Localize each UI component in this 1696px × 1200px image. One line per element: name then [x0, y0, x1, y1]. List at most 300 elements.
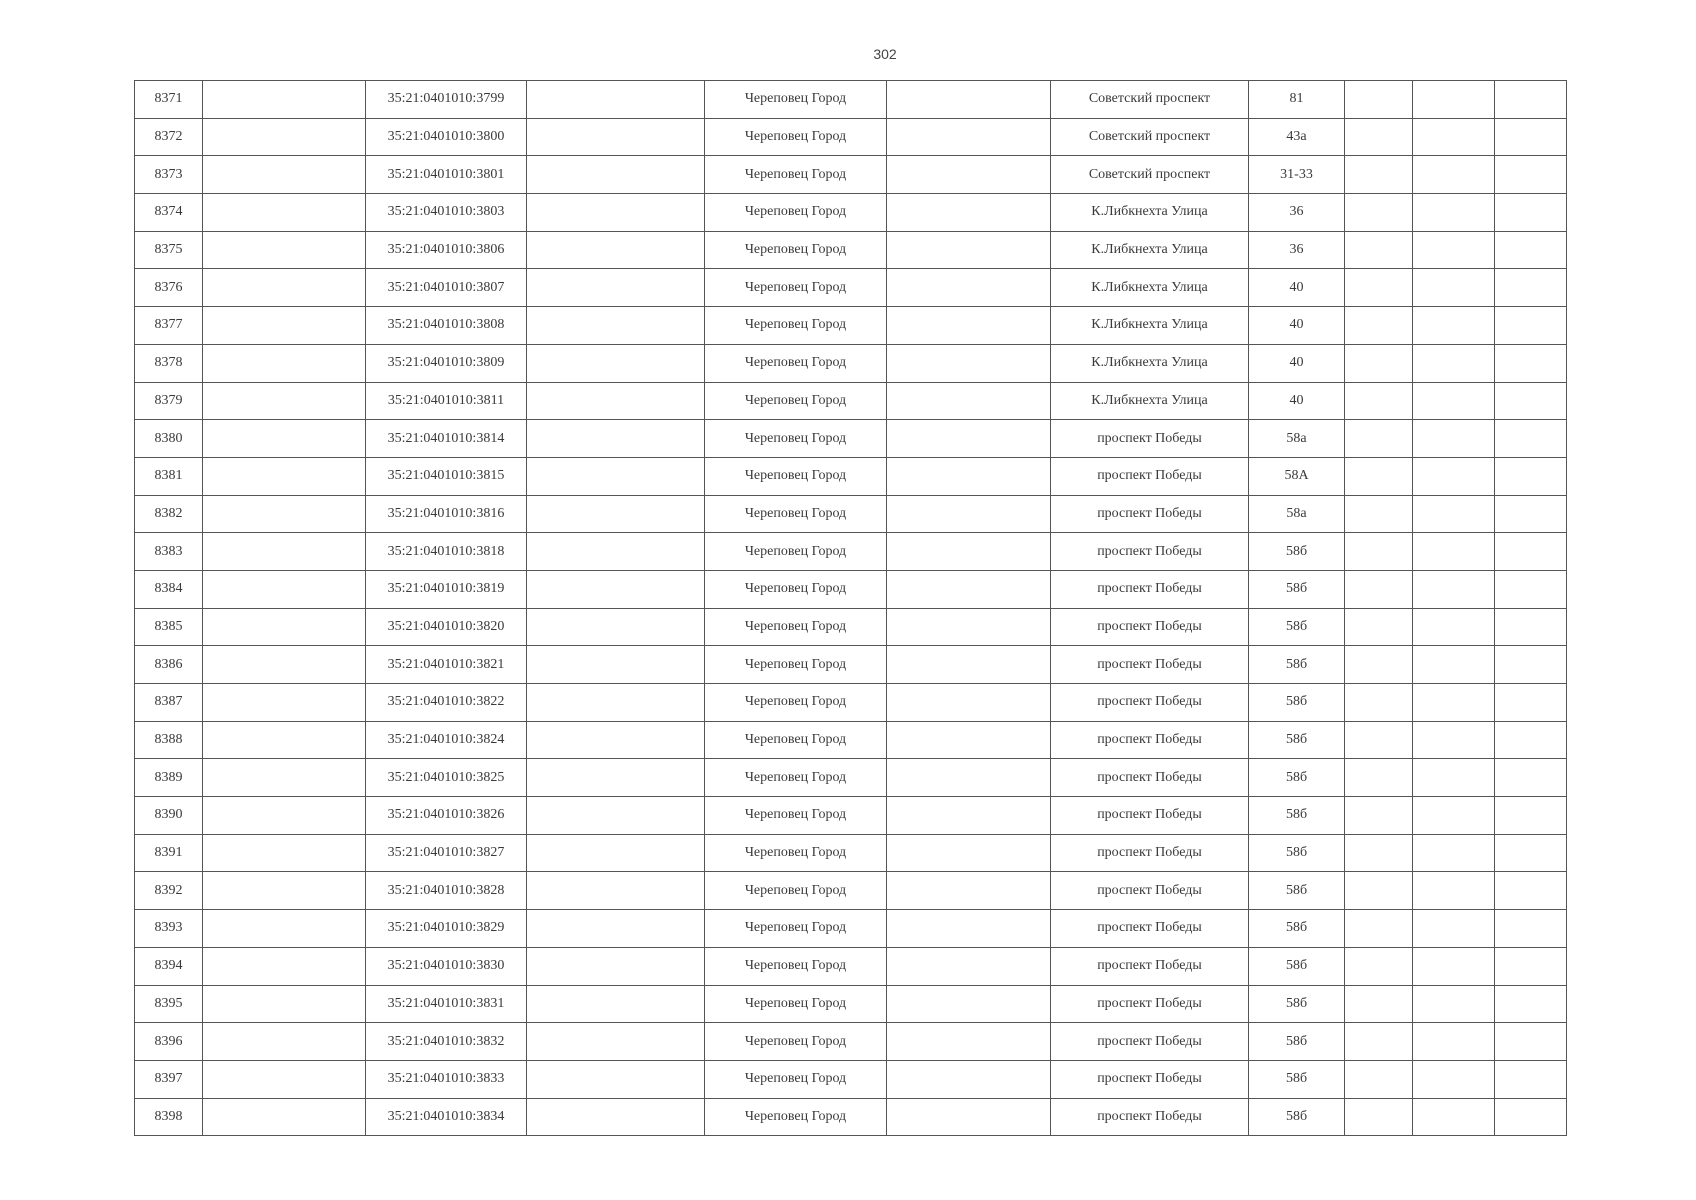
cell-empty-6	[1495, 985, 1567, 1023]
cell-house-number: 58б	[1249, 985, 1345, 1023]
cell-empty-1	[203, 570, 366, 608]
table-row	[135, 269, 1567, 307]
table-row	[135, 910, 1567, 948]
table-row	[135, 985, 1567, 1023]
cell-empty-1	[203, 307, 366, 345]
cell-cadastral-number: 35:21:0401010:3820	[366, 608, 527, 646]
cell-house-number: 40	[1249, 344, 1345, 382]
cell-empty-3	[887, 344, 1051, 382]
cell-empty-3	[887, 1023, 1051, 1061]
cell-empty-2	[527, 759, 705, 797]
cell-row-number: 8392	[135, 872, 203, 910]
cell-city: Череповец Город	[705, 118, 887, 156]
cell-empty-1	[203, 646, 366, 684]
cell-row-number: 8379	[135, 382, 203, 420]
table-row	[135, 1060, 1567, 1098]
table-row	[135, 872, 1567, 910]
cell-cadastral-number: 35:21:0401010:3827	[366, 834, 527, 872]
cell-empty-3	[887, 420, 1051, 458]
cell-empty-4	[1345, 420, 1413, 458]
table-row	[135, 533, 1567, 571]
table-row	[135, 646, 1567, 684]
cell-empty-3	[887, 1098, 1051, 1136]
cell-cadastral-number: 35:21:0401010:3833	[366, 1060, 527, 1098]
cell-row-number: 8372	[135, 118, 203, 156]
cell-cadastral-number: 35:21:0401010:3801	[366, 156, 527, 194]
cell-empty-4	[1345, 721, 1413, 759]
cell-house-number: 58б	[1249, 721, 1345, 759]
cell-empty-2	[527, 910, 705, 948]
cell-row-number: 8386	[135, 646, 203, 684]
cell-empty-4	[1345, 533, 1413, 571]
cell-empty-6	[1495, 721, 1567, 759]
cell-empty-2	[527, 156, 705, 194]
cell-empty-6	[1495, 118, 1567, 156]
cell-empty-1	[203, 533, 366, 571]
cell-street: проспект Победы	[1051, 1023, 1249, 1061]
cell-street: проспект Победы	[1051, 495, 1249, 533]
cell-empty-2	[527, 872, 705, 910]
cell-street: проспект Победы	[1051, 570, 1249, 608]
cell-empty-3	[887, 156, 1051, 194]
cell-empty-5	[1413, 608, 1495, 646]
cell-empty-5	[1413, 1098, 1495, 1136]
cell-house-number: 81	[1249, 81, 1345, 119]
cell-city: Череповец Город	[705, 420, 887, 458]
cell-house-number: 58б	[1249, 910, 1345, 948]
cell-empty-6	[1495, 684, 1567, 722]
cell-empty-5	[1413, 910, 1495, 948]
cell-empty-4	[1345, 156, 1413, 194]
cell-empty-5	[1413, 269, 1495, 307]
cell-house-number: 58б	[1249, 947, 1345, 985]
cell-street: проспект Победы	[1051, 797, 1249, 835]
cell-city: Череповец Город	[705, 570, 887, 608]
cell-empty-3	[887, 1060, 1051, 1098]
cell-street: проспект Победы	[1051, 646, 1249, 684]
cell-empty-2	[527, 307, 705, 345]
cell-empty-4	[1345, 646, 1413, 684]
cell-empty-1	[203, 269, 366, 307]
cell-cadastral-number: 35:21:0401010:3821	[366, 646, 527, 684]
cell-house-number: 58а	[1249, 420, 1345, 458]
cell-row-number: 8398	[135, 1098, 203, 1136]
cell-empty-4	[1345, 1060, 1413, 1098]
cell-empty-5	[1413, 872, 1495, 910]
cell-row-number: 8390	[135, 797, 203, 835]
cell-house-number: 58б	[1249, 759, 1345, 797]
cell-empty-4	[1345, 307, 1413, 345]
cell-street: проспект Победы	[1051, 420, 1249, 458]
cell-empty-5	[1413, 118, 1495, 156]
cell-cadastral-number: 35:21:0401010:3819	[366, 570, 527, 608]
cell-row-number: 8376	[135, 269, 203, 307]
cell-empty-4	[1345, 910, 1413, 948]
cell-empty-3	[887, 194, 1051, 232]
cell-empty-6	[1495, 81, 1567, 119]
register-body	[135, 81, 1567, 1136]
cell-empty-2	[527, 81, 705, 119]
cell-cadastral-number: 35:21:0401010:3803	[366, 194, 527, 232]
cell-cadastral-number: 35:21:0401010:3811	[366, 382, 527, 420]
cell-empty-4	[1345, 570, 1413, 608]
cell-empty-5	[1413, 684, 1495, 722]
table-row	[135, 1098, 1567, 1136]
cell-row-number: 8373	[135, 156, 203, 194]
table-row	[135, 118, 1567, 156]
cell-row-number: 8385	[135, 608, 203, 646]
cell-empty-4	[1345, 947, 1413, 985]
table-row	[135, 495, 1567, 533]
cell-empty-5	[1413, 759, 1495, 797]
cell-street: проспект Победы	[1051, 457, 1249, 495]
cell-empty-3	[887, 834, 1051, 872]
cell-street: К.Либкнехта Улица	[1051, 269, 1249, 307]
cell-house-number: 58а	[1249, 495, 1345, 533]
cell-empty-3	[887, 457, 1051, 495]
cell-empty-1	[203, 495, 366, 533]
cell-city: Череповец Город	[705, 797, 887, 835]
cell-empty-5	[1413, 495, 1495, 533]
cell-empty-4	[1345, 457, 1413, 495]
cell-empty-3	[887, 118, 1051, 156]
cell-street: К.Либкнехта Улица	[1051, 344, 1249, 382]
cell-empty-1	[203, 947, 366, 985]
cell-street: К.Либкнехта Улица	[1051, 382, 1249, 420]
cell-empty-2	[527, 382, 705, 420]
cell-house-number: 31-33	[1249, 156, 1345, 194]
cell-empty-1	[203, 156, 366, 194]
cell-row-number: 8393	[135, 910, 203, 948]
cell-empty-6	[1495, 382, 1567, 420]
cell-street: Советский проспект	[1051, 156, 1249, 194]
cell-street: проспект Победы	[1051, 721, 1249, 759]
cell-empty-1	[203, 231, 366, 269]
cell-cadastral-number: 35:21:0401010:3830	[366, 947, 527, 985]
table-row	[135, 420, 1567, 458]
cell-street: проспект Победы	[1051, 1098, 1249, 1136]
cell-city: Череповец Город	[705, 382, 887, 420]
cell-city: Череповец Город	[705, 646, 887, 684]
cell-city: Череповец Город	[705, 156, 887, 194]
cell-city: Череповец Город	[705, 533, 887, 571]
cell-empty-6	[1495, 872, 1567, 910]
cell-empty-1	[203, 420, 366, 458]
cell-row-number: 8371	[135, 81, 203, 119]
cell-city: Череповец Город	[705, 721, 887, 759]
cell-empty-3	[887, 269, 1051, 307]
table-row	[135, 194, 1567, 232]
cell-empty-1	[203, 985, 366, 1023]
cell-empty-5	[1413, 570, 1495, 608]
cell-street: проспект Победы	[1051, 684, 1249, 722]
cell-cadastral-number: 35:21:0401010:3824	[366, 721, 527, 759]
cell-street: проспект Победы	[1051, 910, 1249, 948]
cell-empty-6	[1495, 759, 1567, 797]
cell-empty-4	[1345, 382, 1413, 420]
cell-empty-2	[527, 231, 705, 269]
cell-cadastral-number: 35:21:0401010:3829	[366, 910, 527, 948]
cell-city: Череповец Город	[705, 684, 887, 722]
cell-cadastral-number: 35:21:0401010:3815	[366, 457, 527, 495]
cell-house-number: 58б	[1249, 608, 1345, 646]
cell-empty-4	[1345, 269, 1413, 307]
cell-empty-4	[1345, 344, 1413, 382]
table-row	[135, 797, 1567, 835]
cell-row-number: 8387	[135, 684, 203, 722]
cell-empty-6	[1495, 646, 1567, 684]
cell-house-number: 58б	[1249, 570, 1345, 608]
cell-empty-5	[1413, 156, 1495, 194]
cell-empty-3	[887, 721, 1051, 759]
cell-row-number: 8395	[135, 985, 203, 1023]
cell-street: К.Либкнехта Улица	[1051, 231, 1249, 269]
cell-house-number: 40	[1249, 382, 1345, 420]
cell-cadastral-number: 35:21:0401010:3826	[366, 797, 527, 835]
page-number: 302	[873, 46, 897, 62]
cell-house-number: 58б	[1249, 1023, 1345, 1061]
cell-empty-2	[527, 344, 705, 382]
cell-empty-2	[527, 194, 705, 232]
cell-empty-5	[1413, 721, 1495, 759]
cell-empty-4	[1345, 81, 1413, 119]
cell-city: Череповец Город	[705, 231, 887, 269]
cell-empty-2	[527, 495, 705, 533]
cell-city: Череповец Город	[705, 1098, 887, 1136]
cell-cadastral-number: 35:21:0401010:3807	[366, 269, 527, 307]
cell-house-number: 40	[1249, 307, 1345, 345]
cell-empty-4	[1345, 608, 1413, 646]
cell-empty-6	[1495, 1098, 1567, 1136]
cell-empty-1	[203, 344, 366, 382]
cell-empty-2	[527, 420, 705, 458]
cell-cadastral-number: 35:21:0401010:3800	[366, 118, 527, 156]
cell-empty-3	[887, 985, 1051, 1023]
cell-empty-1	[203, 1098, 366, 1136]
cell-empty-5	[1413, 1060, 1495, 1098]
cell-empty-2	[527, 1023, 705, 1061]
cell-empty-5	[1413, 947, 1495, 985]
cell-empty-5	[1413, 420, 1495, 458]
cell-city: Череповец Город	[705, 608, 887, 646]
cell-row-number: 8397	[135, 1060, 203, 1098]
cell-empty-3	[887, 684, 1051, 722]
cell-street: Советский проспект	[1051, 81, 1249, 119]
cell-street: К.Либкнехта Улица	[1051, 307, 1249, 345]
cell-house-number: 58б	[1249, 1060, 1345, 1098]
table-row	[135, 307, 1567, 345]
table-row	[135, 721, 1567, 759]
table-row	[135, 457, 1567, 495]
cell-empty-3	[887, 382, 1051, 420]
cell-empty-4	[1345, 194, 1413, 232]
cell-city: Череповец Город	[705, 985, 887, 1023]
table-row	[135, 684, 1567, 722]
cell-cadastral-number: 35:21:0401010:3799	[366, 81, 527, 119]
table-row	[135, 570, 1567, 608]
cell-empty-6	[1495, 495, 1567, 533]
cell-cadastral-number: 35:21:0401010:3808	[366, 307, 527, 345]
cell-empty-4	[1345, 834, 1413, 872]
cell-empty-6	[1495, 420, 1567, 458]
cell-empty-2	[527, 1060, 705, 1098]
cell-cadastral-number: 35:21:0401010:3818	[366, 533, 527, 571]
cell-empty-1	[203, 759, 366, 797]
cell-empty-5	[1413, 382, 1495, 420]
cell-empty-4	[1345, 759, 1413, 797]
cell-street: проспект Победы	[1051, 947, 1249, 985]
cell-empty-3	[887, 307, 1051, 345]
cell-empty-1	[203, 194, 366, 232]
table-row	[135, 344, 1567, 382]
cell-row-number: 8378	[135, 344, 203, 382]
cell-empty-3	[887, 759, 1051, 797]
cell-row-number: 8380	[135, 420, 203, 458]
cell-empty-2	[527, 646, 705, 684]
cell-street: проспект Победы	[1051, 759, 1249, 797]
cell-city: Череповец Город	[705, 269, 887, 307]
cell-empty-2	[527, 533, 705, 571]
cell-cadastral-number: 35:21:0401010:3834	[366, 1098, 527, 1136]
cell-empty-5	[1413, 646, 1495, 684]
table-row	[135, 759, 1567, 797]
cell-empty-6	[1495, 570, 1567, 608]
cell-city: Череповец Город	[705, 1023, 887, 1061]
cell-house-number: 58б	[1249, 834, 1345, 872]
cell-empty-2	[527, 608, 705, 646]
cell-street: проспект Победы	[1051, 834, 1249, 872]
cell-row-number: 8377	[135, 307, 203, 345]
cell-empty-6	[1495, 797, 1567, 835]
cell-empty-3	[887, 495, 1051, 533]
cell-house-number: 58б	[1249, 872, 1345, 910]
cell-house-number: 36	[1249, 231, 1345, 269]
cell-empty-3	[887, 570, 1051, 608]
table-row	[135, 156, 1567, 194]
cell-empty-6	[1495, 156, 1567, 194]
cell-row-number: 8394	[135, 947, 203, 985]
cell-row-number: 8375	[135, 231, 203, 269]
cell-cadastral-number: 35:21:0401010:3828	[366, 872, 527, 910]
table-row	[135, 382, 1567, 420]
cell-row-number: 8382	[135, 495, 203, 533]
cell-house-number: 58б	[1249, 1098, 1345, 1136]
cell-empty-2	[527, 721, 705, 759]
cell-empty-3	[887, 646, 1051, 684]
cell-empty-5	[1413, 533, 1495, 571]
cell-empty-5	[1413, 344, 1495, 382]
cell-empty-4	[1345, 985, 1413, 1023]
cell-empty-2	[527, 570, 705, 608]
table-row	[135, 947, 1567, 985]
cell-cadastral-number: 35:21:0401010:3832	[366, 1023, 527, 1061]
cell-city: Череповец Город	[705, 495, 887, 533]
cell-empty-4	[1345, 231, 1413, 269]
cell-street: проспект Победы	[1051, 872, 1249, 910]
cell-empty-2	[527, 985, 705, 1023]
cell-empty-3	[887, 872, 1051, 910]
cell-row-number: 8388	[135, 721, 203, 759]
cell-house-number: 36	[1249, 194, 1345, 232]
cell-city: Череповец Город	[705, 872, 887, 910]
cell-street: проспект Победы	[1051, 608, 1249, 646]
table-row	[135, 608, 1567, 646]
cell-empty-2	[527, 269, 705, 307]
cell-row-number: 8384	[135, 570, 203, 608]
cell-cadastral-number: 35:21:0401010:3831	[366, 985, 527, 1023]
cell-empty-4	[1345, 495, 1413, 533]
cell-street: проспект Победы	[1051, 533, 1249, 571]
cell-cadastral-number: 35:21:0401010:3806	[366, 231, 527, 269]
cell-empty-6	[1495, 194, 1567, 232]
cell-empty-1	[203, 872, 366, 910]
cell-city: Череповец Город	[705, 81, 887, 119]
cell-city: Череповец Город	[705, 307, 887, 345]
cell-empty-2	[527, 797, 705, 835]
cell-cadastral-number: 35:21:0401010:3809	[366, 344, 527, 382]
cell-empty-1	[203, 118, 366, 156]
cell-empty-1	[203, 1023, 366, 1061]
cell-row-number: 8374	[135, 194, 203, 232]
cell-street: Советский проспект	[1051, 118, 1249, 156]
cell-house-number: 58б	[1249, 533, 1345, 571]
cell-empty-1	[203, 721, 366, 759]
cell-row-number: 8391	[135, 834, 203, 872]
cell-row-number: 8396	[135, 1023, 203, 1061]
cell-empty-3	[887, 81, 1051, 119]
cell-city: Череповец Город	[705, 910, 887, 948]
table-row	[135, 1023, 1567, 1061]
cell-house-number: 58б	[1249, 684, 1345, 722]
cell-empty-5	[1413, 985, 1495, 1023]
cell-empty-5	[1413, 307, 1495, 345]
cell-empty-2	[527, 947, 705, 985]
cell-row-number: 8383	[135, 533, 203, 571]
cell-empty-2	[527, 118, 705, 156]
cell-empty-6	[1495, 533, 1567, 571]
cell-city: Череповец Город	[705, 834, 887, 872]
cell-street: проспект Победы	[1051, 1060, 1249, 1098]
table-row	[135, 81, 1567, 119]
cell-city: Череповец Город	[705, 759, 887, 797]
cell-empty-3	[887, 533, 1051, 571]
cell-empty-6	[1495, 834, 1567, 872]
cell-empty-2	[527, 684, 705, 722]
cell-empty-6	[1495, 910, 1567, 948]
cell-cadastral-number: 35:21:0401010:3816	[366, 495, 527, 533]
cell-empty-3	[887, 797, 1051, 835]
cell-empty-6	[1495, 608, 1567, 646]
property-register-table	[134, 80, 1567, 1136]
cell-house-number: 40	[1249, 269, 1345, 307]
cell-empty-4	[1345, 872, 1413, 910]
table-row	[135, 231, 1567, 269]
cell-empty-6	[1495, 269, 1567, 307]
cell-empty-6	[1495, 344, 1567, 382]
cell-empty-6	[1495, 1023, 1567, 1061]
cell-empty-1	[203, 382, 366, 420]
cell-empty-3	[887, 910, 1051, 948]
cell-cadastral-number: 35:21:0401010:3814	[366, 420, 527, 458]
cell-empty-6	[1495, 231, 1567, 269]
cell-cadastral-number: 35:21:0401010:3825	[366, 759, 527, 797]
cell-empty-1	[203, 834, 366, 872]
cell-empty-5	[1413, 834, 1495, 872]
cell-house-number: 58б	[1249, 646, 1345, 684]
cell-empty-4	[1345, 1023, 1413, 1061]
cell-empty-4	[1345, 797, 1413, 835]
cell-city: Череповец Город	[705, 947, 887, 985]
